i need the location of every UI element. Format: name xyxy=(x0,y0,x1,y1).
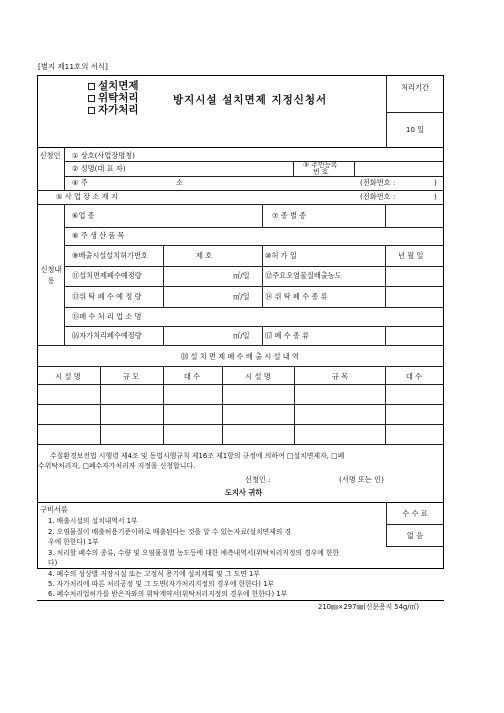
document-item: 5. 자가처리에 따른 처리공정 및 그 도면(자가처리지정의 경우에 한한다) 1부 xyxy=(48,580,274,588)
reg-no-label-2: 번 호 xyxy=(313,168,329,176)
option-consign[interactable]: 위탁처리 xyxy=(88,92,139,104)
declaration-line-1: 수질환경보전법 시행령 제4조 및 동법시행규칙 제16조 제1항의 규정에 의하여 □설치면제자, □폐 xyxy=(50,452,345,460)
fee-value: 없 음 xyxy=(406,531,424,540)
title-options xyxy=(88,80,139,116)
form-label: [별지 제11호의 서식] xyxy=(38,62,108,71)
checkbox-icon xyxy=(88,95,95,102)
table-header: 규 목 xyxy=(331,372,349,381)
fee-label: 수 수 료 xyxy=(402,509,428,518)
consign-type-label: ⑭ 위 탁 폐 수 종 류 xyxy=(265,292,328,301)
document-item: 4. 폐수의 성상별 저장시설 또는 고정식 용기에 설치계획 및 그 도면 1부 xyxy=(48,570,260,578)
outer-top-border xyxy=(37,75,444,76)
self-type-label: ⒄ 폐 수 종 류 xyxy=(265,331,310,340)
document-item: 1. 배출시설의 설치내역서 1부 xyxy=(48,517,138,525)
outer-bottom-border xyxy=(37,568,444,569)
product-label: ⑧ 주 생 산 품 목 xyxy=(72,231,125,240)
checkbox-icon xyxy=(88,83,95,90)
permit-date-label: ⑩허 가 일 xyxy=(265,251,297,260)
consign-amount-unit: ㎥/일 xyxy=(233,292,250,301)
address-label-left: ④ 주 xyxy=(72,178,88,187)
type-label: ⑦ 종 별 종 xyxy=(272,211,307,220)
outer-left-border xyxy=(37,75,38,569)
sign-label: (서명 또는 인) xyxy=(339,475,384,484)
applicant-sign-label: 신청인 : xyxy=(245,475,271,484)
self-amount-label: ⒃자가처리폐수예정량 xyxy=(72,331,142,340)
document-item: 우에 한한다) 1부 xyxy=(48,538,99,546)
paper-spec: 210㎜×297㎜(신문용지 54g/㎡) xyxy=(318,603,420,611)
document-item: 6. 폐수처리업허가를 받은자와의 위탁계약서(위탁처리지정의 경우에 한한다) 1부 xyxy=(48,590,288,598)
declaration-line-2: 수위탁처리자, □폐수자가처리자 지정을 신청합니다. xyxy=(38,462,196,470)
option-exempt[interactable]: 설치면제 xyxy=(88,80,139,92)
checkbox-icon xyxy=(88,107,95,114)
discharge-header: ⒅ 설 치 면 제 폐 수 배 출 시 설 내 역 xyxy=(181,352,299,361)
table-header: 시 설 명 xyxy=(55,372,81,381)
workplace-label: ⑤ 사 업 장 소 재 지 xyxy=(56,192,118,201)
permit-no-value: 제 호 xyxy=(196,251,213,260)
option-self[interactable]: 자가처리 xyxy=(88,104,139,116)
processing-label: 처리기간 xyxy=(401,83,429,92)
pollutant-label: ⑫주요오염물질배출농도 xyxy=(265,271,342,280)
industry-label: ⑥업 종 xyxy=(72,211,95,220)
recipient: 도지사 귀하 xyxy=(225,488,263,497)
permit-date-value: 년 월 일 xyxy=(398,251,424,260)
document-item: 다) xyxy=(48,559,58,567)
table-header: 시 설 명 xyxy=(245,372,271,381)
bottom-border xyxy=(37,600,444,601)
documents-header: 구비서류 xyxy=(40,505,68,514)
table-header: 대 수 xyxy=(183,372,201,381)
table-header: 대 수 xyxy=(405,372,423,381)
table-header: 규 모 xyxy=(122,372,140,381)
exempt-amount-unit: ㎥/일 xyxy=(233,271,250,280)
disposal-company-label: ⑮폐 수 처 리 업 소 명 xyxy=(72,312,142,321)
applicant-label: 신청인 xyxy=(39,151,61,160)
phone1-label: (전화번호 : xyxy=(360,178,396,187)
document-item: 2. 오염물질이 배출허용기준이하로 배출된다는 것을 알 수 있는자료(설치면제의 경 xyxy=(48,528,292,536)
exempt-amount-label: ⑪설치면제폐수예정량 xyxy=(72,271,142,280)
consign-amount-label: ⑬위 탁 폐 수 예 정 량 xyxy=(72,292,142,301)
processing-value: 10 일 xyxy=(405,125,425,134)
address-label-right: 소 xyxy=(176,178,183,187)
form-title: 방지시설 설치면제 지정신청서 xyxy=(173,94,328,106)
company-label: ① 상호(사업장명칭) xyxy=(72,151,135,160)
content-label: 신청내용 xyxy=(40,265,62,285)
outer-right-border xyxy=(443,75,444,569)
phone2-end: ) xyxy=(434,192,437,201)
phone1-end: ) xyxy=(434,178,437,187)
document-item: 3. 처리할 폐수의 종류, 수량 및 오염물질별 농도등에 대한 예측내역서(위탁처리지정의 경우에 한한 xyxy=(48,549,340,557)
permit-no-label: ⑨배출시설설치허가번호 xyxy=(72,251,148,260)
reg-no-label-1: ③ 주민등록 xyxy=(303,161,338,169)
self-amount-unit: ㎥/일 xyxy=(233,331,250,340)
name-label: ② 성명(대 표 자) xyxy=(72,164,126,173)
phone2-label: (전화번호 : xyxy=(360,192,396,201)
